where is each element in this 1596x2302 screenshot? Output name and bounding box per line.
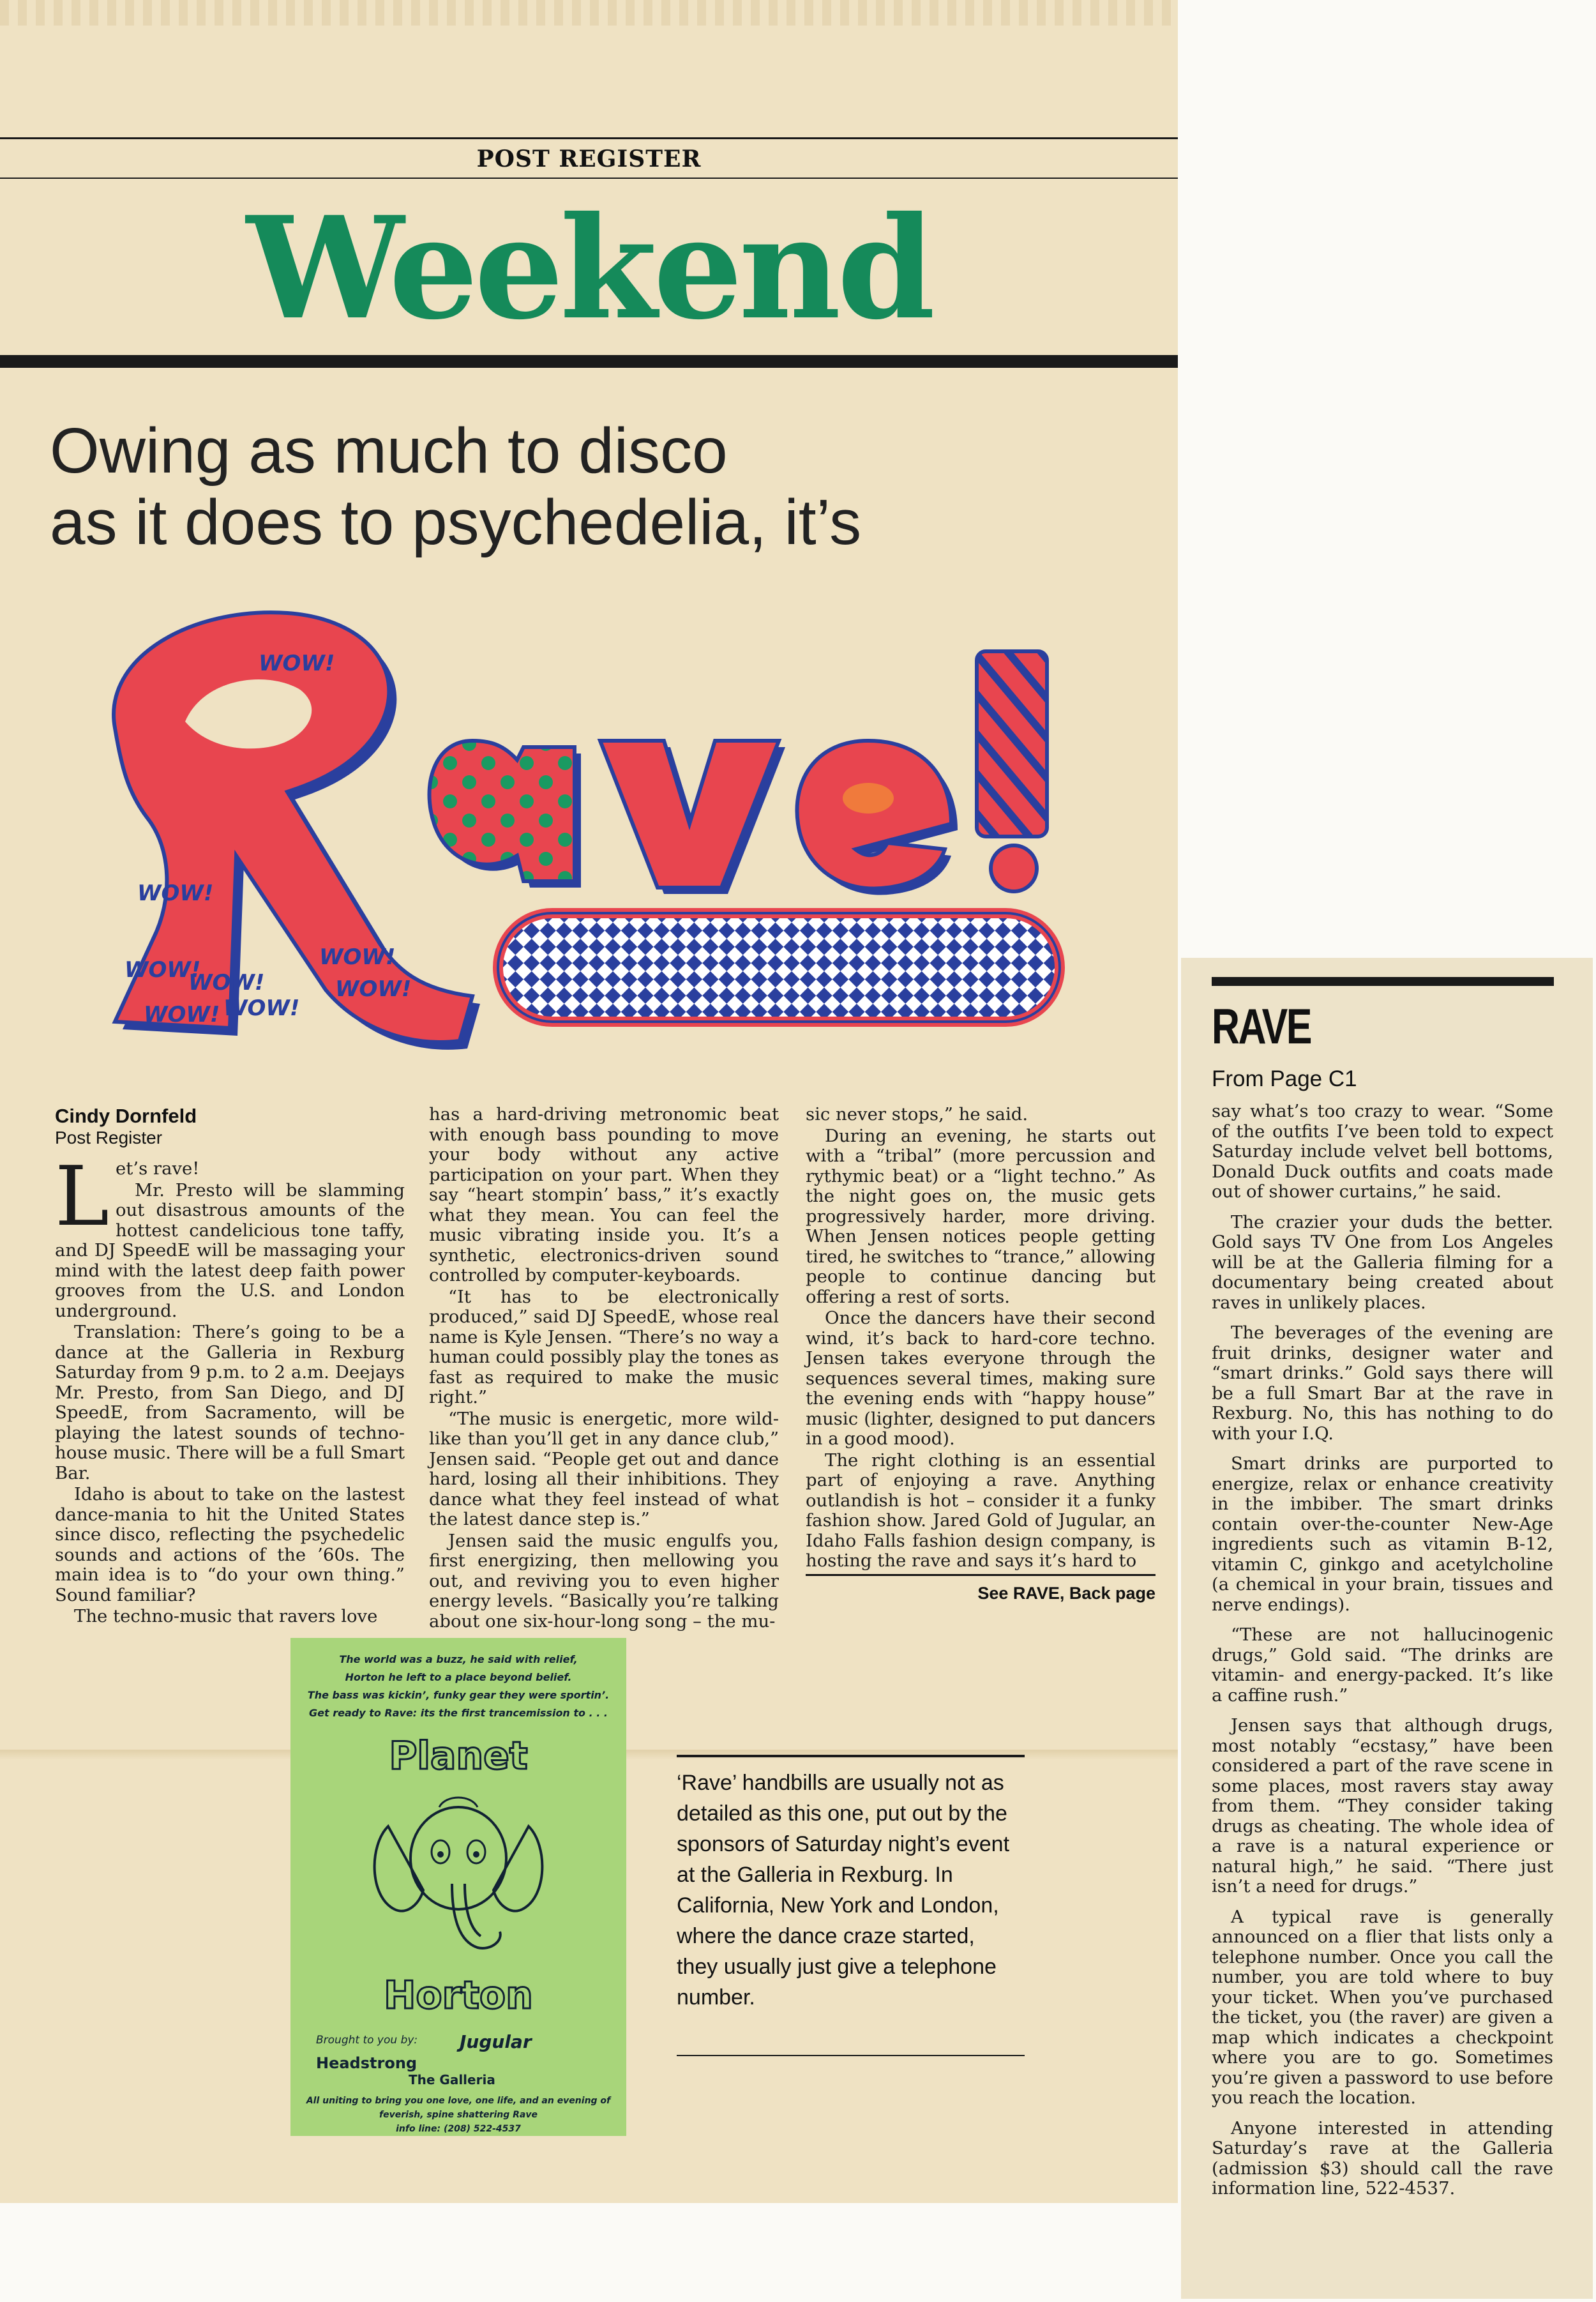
svg-text:WOW!: WOW! [335, 976, 412, 1002]
byline-org: Post Register [55, 1128, 163, 1147]
byline [55, 1105, 197, 1148]
clipping-paragraph: say what’s too crazy to wear. “Some of the outfits I’ve been told to expect Saturday include velvet bell bottoms, Donald Duck outfits and coats made out of shower curtains,” he said. [1212, 1101, 1553, 1202]
rave-logo-art [77, 581, 1111, 1073]
clipping-jump-from: From Page C1 [1212, 1066, 1357, 1091]
handbill-brought-by: Brought to you by: [316, 2034, 418, 2047]
handbill-title-bottom: Horton [384, 1973, 533, 2018]
elephant-illustration [363, 1788, 554, 1967]
clipping-paragraph: The beverages of the evening are fruit drinks, designer water and “smart drinks.” Gold says there will be a full Smart Bar at the rave in Rexburg. No, this has nothing to do with your I.Q. [1212, 1322, 1553, 1444]
svg-text:WOW!: WOW! [223, 996, 300, 1021]
clipping-paragraph: Anyone interested in attending Saturday’s rave at the Galleria (admission $3) should call the rave information line, 522-4537. [1212, 2117, 1553, 2199]
drop-cap: L [55, 1149, 109, 1245]
handbill-sponsor-galleria: The Galleria [409, 2072, 495, 2087]
clipping-paragraph: Smart drinks are purported to energize, relax or enhance creativity in the imbiber. The smart drinks contain over-the-counter New-Age ingredients such as vitamin B-12, vitamin C, ginkgo and acetylcholine (a chemical in your brain, tissues and nerve endings). [1212, 1453, 1553, 1615]
clipping-column [1212, 1102, 1553, 2209]
checker-bar [498, 913, 1060, 1022]
clipping-paragraph: “These are not hallucinogenic drugs,” Gold said. “The drinks are vitamin- and energy-packed. It’s like a caffine rush.” [1212, 1624, 1553, 1706]
svg-text:WOW!: WOW! [319, 944, 396, 970]
headline-deck [50, 415, 1071, 558]
article-paragraph: has a hard-driving metronomic beat with enough bass pounding to move your body without any active participation on your part. When they say “heart stompin’ bass,” it’s exactly what they mean. You can feel the music vibrating inside you. It’s a synthetic, electronics-driven sound controlled by computer-keyboards. [429, 1104, 779, 1285]
article-paragraph: Idaho is about to take on the lastest dance-mania to hit the United States since disco, reflecting the psychedelic sounds and actions of the ’60s. The main idea is to “do your own thing.” Sound familiar? [55, 1484, 405, 1605]
clipping-headline: RAVE [1212, 998, 1311, 1054]
article-paragraph: Once the dancers have their second wind, it’s back to hard-core techno. Jensen takes everyone through the sequences several times, making sure the evening ends with “happy house” music (lighter, designed to put dancers in a good mood). [806, 1308, 1156, 1449]
article-paragraph: The techno-music that ravers love [74, 1606, 378, 1626]
article-paragraph: “The music is energetic, more wild-like than you’ll get in any dance club,” Jensen said. “People get out and dance hard, losing all their inhibitions. They dance what they feel instead of what the latest dance step is.” [429, 1408, 779, 1529]
clipping-paragraph: Jensen says that although drugs, most notably “ecstasy,” have been considered a part of the rave scene in some places, most ravers stay away from them. “They consider taking drugs as cheating. The whole idea of a rave is a natural experience or natural high,” he said. “There just isn’t a need for drugs.” [1212, 1715, 1553, 1897]
letter-e [797, 741, 951, 889]
handbill-image [290, 1638, 626, 2136]
handbill-verse: The world was a buzz, he said with relief, Horton he left to a place beyond belief. The bass was kickin’, funky gear they were sportin’. Get ready to Rave: its the first trancemission to . . . [307, 1653, 610, 1719]
jump-line: See RAVE, Back page [806, 1574, 1156, 1603]
letter-a [430, 741, 575, 881]
top-rule [0, 137, 1178, 139]
article-paragraph: “It has to be electronically produced,” said DJ SpeedE, whose real name is Kyle Jensen. “There’s no way a human could possibly play the tones as fast as required to make the music right.” [429, 1286, 779, 1407]
clipping-paragraph: The crazier your duds the better. Gold says TV One from Los Angeles will be at the Galleria filming for a documentary being created about raves in unlikely places. [1212, 1211, 1553, 1313]
deck-line-1: Owing as much to disco [50, 415, 728, 487]
section-rule [0, 355, 1178, 368]
handbill-title-top: Planet [389, 1734, 528, 1778]
article-column-2 [429, 1105, 779, 1633]
article-column-1 [55, 1149, 405, 1628]
section-title: Weekend [246, 185, 932, 351]
handbill-info: All uniting to bring you one love, one life, and an evening of feverish, spine shattering Rave info line: (208) 522-4537 [306, 2096, 611, 2134]
svg-text:WOW!: WOW! [188, 970, 265, 996]
svg-text:WOW!: WOW! [144, 1002, 220, 1027]
svg-text:WOW!: WOW! [137, 881, 214, 906]
caption-top-rule [677, 1755, 1025, 1757]
article-paragraph: The right clothing is an essential part of enjoying a rave. Anything outlandish is hot – consider it a funky fashion show. Jared Gold of Jugular, an Idaho Falls fashion design company, is hosting the rave and says it’s hard to [806, 1450, 1156, 1571]
article-column-3 [806, 1105, 1156, 1573]
article-paragraph: During an evening, he starts out with a “tribal” (more percussion and rythymic beat) or a “light techno.” As the night goes on, the music gets progressively harder, more driving. When Jensen notices people getting tired, he switches to “trance,” allowing people to continue dancing but offering a rest of sorts. [806, 1125, 1156, 1307]
clipping-rule [1212, 977, 1554, 986]
exclamation-dot [991, 845, 1037, 891]
svg-text:WOW!: WOW! [124, 957, 201, 983]
article-paragraph: sic never stops,” he said. [806, 1104, 1028, 1124]
photo-caption: ‘Rave’ handbills are usually not as detailed as this one, put out by the sponsors of Saturday night’s event at the Galleria in Rexburg. In California, New York and London, where the dance craze started, they usually just give a telephone number. [677, 1771, 1010, 2010]
article-paragraph: Mr. Presto will be slamming out disastrous amounts of the hottest candelicious tone taffy, and DJ SpeedE will be massaging your mind with the latest deep faith power grooves from the U.S. and London underground. [55, 1179, 405, 1321]
byline-name: Cindy Dornfeld [55, 1105, 197, 1127]
svg-text:WOW!: WOW! [259, 651, 335, 676]
continuation-clipping [1181, 958, 1593, 2299]
handbill-sponsor-jugular: Jugular [460, 2031, 532, 2052]
caption-bottom-rule [677, 2055, 1025, 2056]
deck-line-2: as it does to psychedelia, it’s [50, 487, 862, 558]
handbill-sponsor-headstrong: Headstrong [316, 2054, 418, 2072]
exclamation-bar [977, 651, 1047, 837]
article-paragraph: Let’s rave! [55, 1149, 200, 1245]
masthead: POST REGISTER [476, 146, 702, 172]
article-paragraph: Translation: There’s going to be a dance at the Galleria in Rexburg Saturday from 9 p.m. to 2 a.m. Deejays Mr. Presto, from San Diego, and DJ SpeedE, from Sacramento, will be playing the latest sounds of techno-house music. There will be a full Smart Bar. [55, 1322, 405, 1483]
masthead-rule [0, 178, 1178, 179]
clipping-paragraph: A typical rave is generally announced on a flier that lists only a telephone number. Once you call the number, you are told where to buy your ticket. When you’ve purchased the ticket, you (the raver) are given a map which indicates a checkpoint where you are to go. Sometimes you’re given a password to use before you reach the location. [1212, 1906, 1553, 2108]
article-paragraph: Jensen said the music engulfs you, first energizing, then mellowing you out, and reviving you to even higher energy levels. “Basically you’re talking about one six-hour-long song – the mu- [429, 1530, 779, 1632]
